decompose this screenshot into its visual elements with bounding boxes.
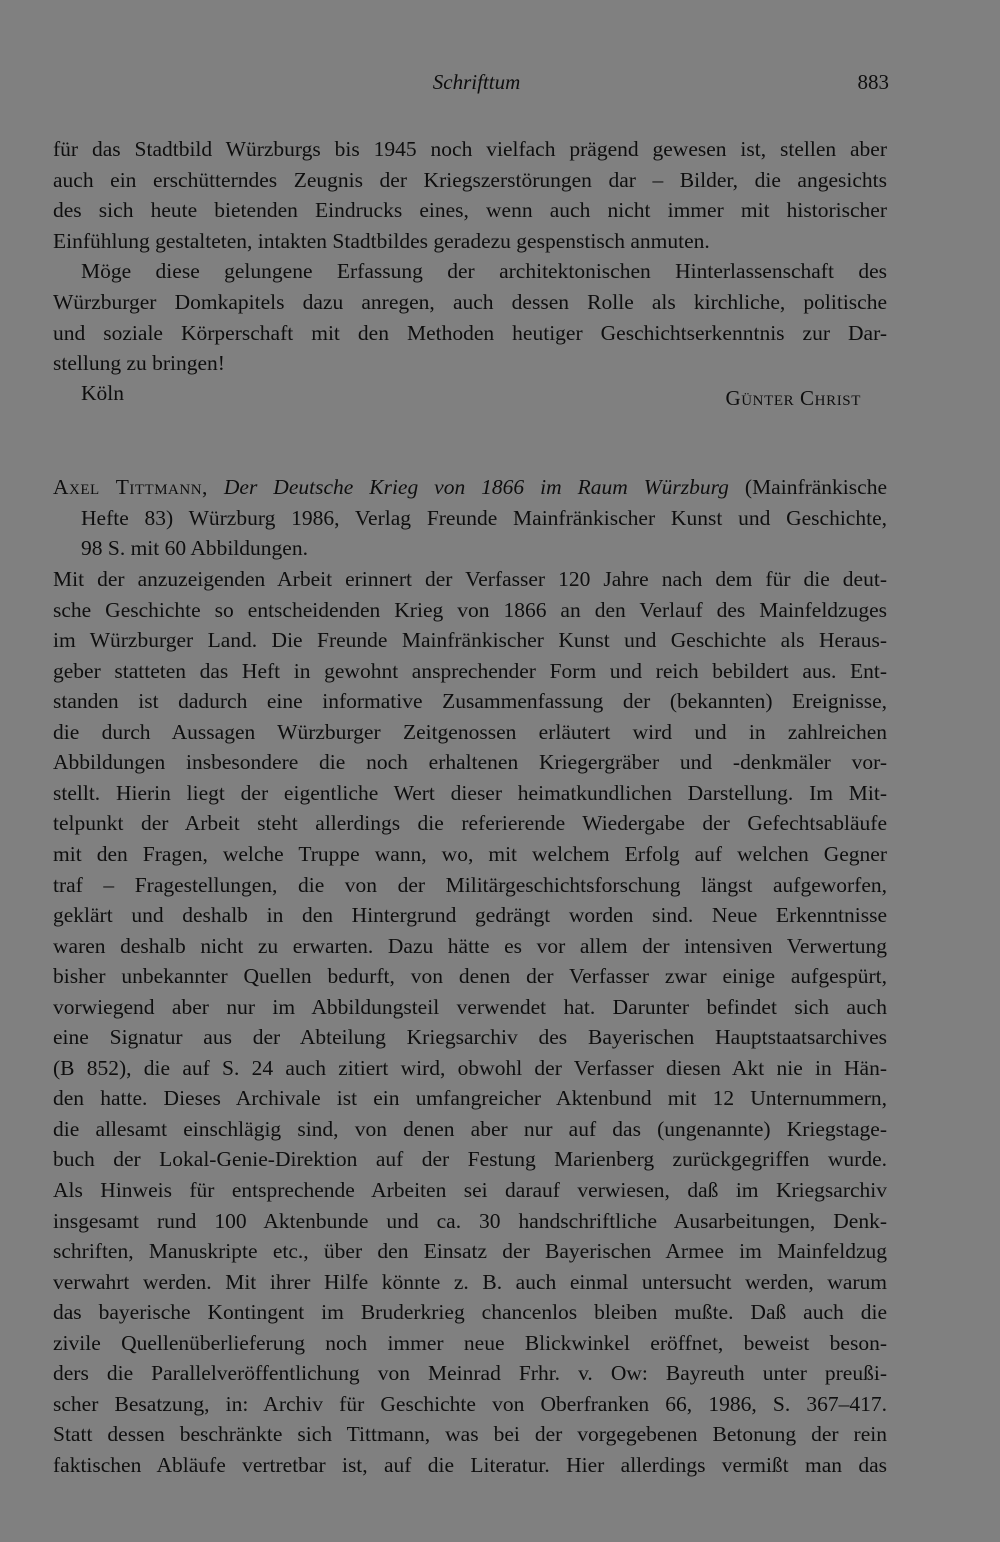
text-line: geber statteten das Heft in gewohnt ansprechender Form und reich bebildert aus. Ent- <box>53 658 887 683</box>
text-line: eine Signatur aus der Abteilung Kriegsarchiv des Bayerischen Hauptstaatsarchives <box>53 1025 887 1050</box>
text-line: telpunkt der Arbeit steht allerdings die referierende Wiedergabe der Gefechtsabläufe <box>53 811 887 836</box>
running-head <box>0 70 1000 98</box>
text-line: standen ist dadurch eine informative Zusammenfassung der (bekannten) Ereignisse, <box>53 689 887 714</box>
text-line: geklärt und deshalb in den Hintergrund gedrängt worden sind. Neue Erkenntnisse <box>53 903 887 928</box>
text-line: zivile Quellenüberlieferung noch immer neue Blickwinkel eröffnet, beweist beson- <box>53 1330 887 1355</box>
text-line: auch ein erschütterndes Zeugnis der Kriegszerstörungen dar – Bilder, die angesichts <box>53 167 887 192</box>
text-line: Als Hinweis für entsprechende Arbeiten sei darauf verwiesen, daß im Kriegsarchiv <box>53 1178 887 1202</box>
review-place: Köln <box>81 381 124 405</box>
text-line: waren deshalb nicht zu erwarten. Dazu hätte es vor allem der intensiven Verwertung <box>53 933 887 958</box>
text-line: schriften, Manuskripte etc., über den Einsatz der Bayerischen Armee im Mainfeldzug <box>53 1239 887 1264</box>
text-line: den hatte. Dieses Archivale ist ein umfangreicher Aktenbund mit 12 Unternummern, <box>53 1086 887 1111</box>
text-line: stellt. Hierin liegt der eigentliche Wert dieser heimatkundlichen Darstellung. Im Mit- <box>53 780 887 805</box>
text-line: Einfühlung gestalteten, intakten Stadtbildes geradezu gespenstisch anmuten. <box>53 228 710 253</box>
text-line: für das Stadtbild Würzburgs bis 1945 noch vielfach prägend gewesen ist, stellen aber <box>53 137 887 161</box>
citation-line: 98 S. mit 60 Abbildungen. <box>81 536 308 561</box>
text-line: die allesamt einschlägig sind, von denen aber nur auf das (ungenannte) Kriegstage- <box>53 1116 887 1141</box>
book-title: Der Deutsche Krieg von 1866 im Raum Würzburg <box>223 475 729 499</box>
text-line: (B 852), die auf S. 24 auch zitiert wird, obwohl der Verfasser diesen Akt nie in Hän- <box>53 1055 887 1080</box>
book-series: (Mainfränkische <box>744 475 887 499</box>
text-line: das bayerische Kontingent im Bruderkrieg chancenlos bleiben mußte. Daß auch die <box>53 1300 887 1325</box>
text-line: faktischen Abläufe vertretbar ist, auf die Literatur. Hier allerdings vermißt man das <box>53 1452 887 1477</box>
text-line: insgesamt rund 100 Aktenbunde und ca. 30 handschriftliche Ausarbeitungen, Denk- <box>53 1208 887 1233</box>
text-line: Würzburger Domkapitels dazu anregen, auch dessen Rolle als kirchliche, politische <box>53 290 887 314</box>
reviewer-name: Günter Christ <box>725 386 861 410</box>
book-author: Axel Tittmann, <box>53 475 208 499</box>
text-line: verwahrt werden. Mit ihrer Hilfe könnte z. B. auch einmal untersucht werden, warum <box>53 1269 887 1294</box>
running-head-title: Schrifttum <box>432 70 521 94</box>
text-line: mit den Fragen, welche Truppe wann, wo, mit welchem Erfolg auf welchen Gegner <box>53 841 887 866</box>
text-line: Mit der anzuzeigenden Arbeit erinnert der Verfasser 120 Jahre nach dem für die deut- <box>53 567 887 591</box>
text-line: traf – Fragestellungen, die von der Militärgeschichtsforschung längst aufgeworfen, <box>53 872 887 897</box>
text-line: bisher unbekannter Quellen bedurft, von denen der Verfasser zwar einige aufgespürt, <box>53 964 887 989</box>
citation-line: Hefte 83) Würzburg 1986, Verlag Freunde Mainfränkischer Kunst und Geschichte, <box>81 505 887 530</box>
text-line: Statt dessen beschränkte sich Tittmann, was bei der vorgegebenen Betonung der rein <box>53 1422 887 1447</box>
text-line: Abbildungen insbesondere die noch erhaltenen Kriegergräber und -denkmäler vor- <box>53 750 887 775</box>
text-line: des sich heute bietenden Eindrucks eines, wenn auch nicht immer mit historischer <box>53 198 887 223</box>
text-line: scher Besatzung, in: Archiv für Geschichte von Oberfranken 66, 1986, S. 367–417. <box>53 1391 887 1416</box>
text-line: stellung zu bringen! <box>53 351 225 376</box>
text-line: die durch Aussagen Würzburger Zeitgenossen erläutert wird und in zahlreichen <box>53 719 887 744</box>
text-line: Möge diese gelungene Erfassung der architektonischen Hinterlassenschaft des <box>81 259 887 284</box>
text-line: und soziale Körperschaft mit den Methoden heutiger Geschichtserkenntnis zur Dar- <box>53 320 887 345</box>
text-line: ders die Parallelveröffentlichung von Meinrad Frhr. v. Ow: Bayreuth unter preußi- <box>53 1361 887 1386</box>
text-line: im Würzburger Land. Die Freunde Mainfränkischer Kunst und Geschichte als Heraus- <box>53 628 887 653</box>
text-line: vorwiegend aber nur im Abbildungsteil verwendet hat. Darunter befindet sich auch <box>53 994 887 1019</box>
page-number: 883 <box>857 70 889 94</box>
text-line: sche Geschichte so entscheidenden Krieg von 1866 an den Verlauf des Mainfeldzuges <box>53 597 887 622</box>
citation-line <box>53 472 887 503</box>
text-line: buch der Lokal-Genie-Direktion auf der Festung Marienberg zurückgegriffen wurde. <box>53 1147 887 1172</box>
